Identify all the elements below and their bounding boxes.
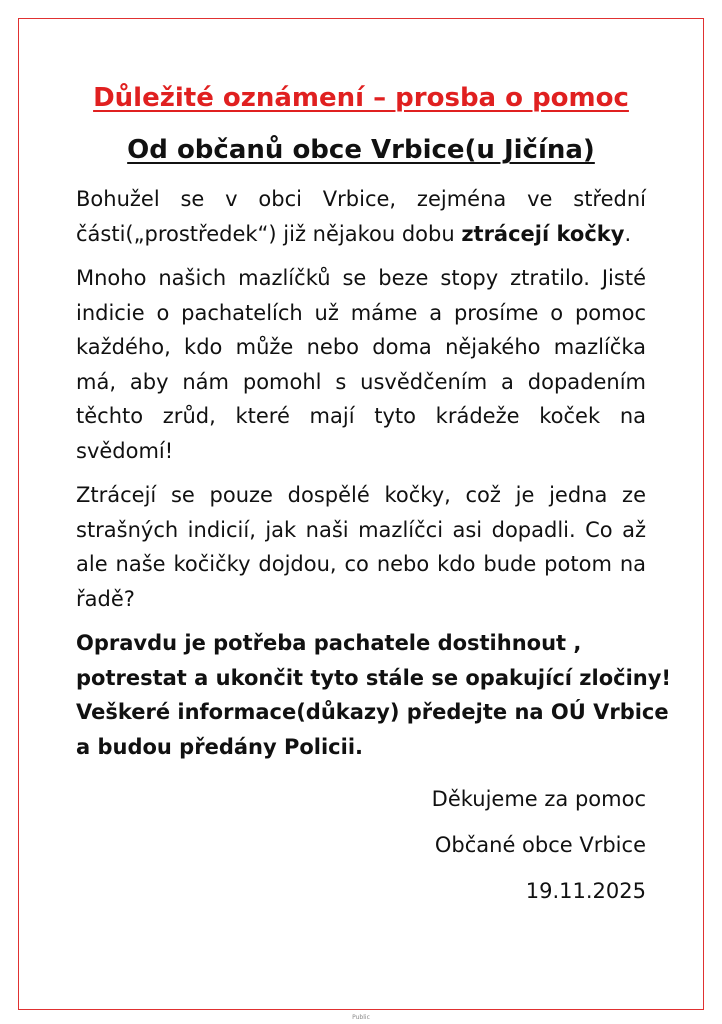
signature-author: Občané obce Vrbice <box>434 833 646 857</box>
notice-content <box>76 78 671 906</box>
paragraph-adult-cats: Ztrácejí se pouze dospělé kočky, což je jedna ze strašných indicií, jak naši mazlíčci asi dopadli. Co až ale naše kočičky dojdou, co nebo kdo bude potom na řadě? <box>76 483 646 611</box>
call-to-action-line: potrestat a ukončit tyto stále se opakující zločiny! <box>76 665 671 690</box>
call-to-action-line: Veškeré informace(důkazy) předejte na OÚ Vrbice <box>76 700 669 724</box>
call-to-action-line: Opravdu je potřeba pachatele dostihnout , <box>76 631 582 655</box>
paragraph-missing-pets: Mnoho našich mazlíčků se beze stopy ztratilo. Jisté indicie o pachatelích už máme a prosíme o pomoc každého, kdo může nebo doma nějakého mazlíčka má, aby nám pomohl s usvědčením a dopadením těchto zrůd, které mají tyto krádeže koček na svědomí! <box>76 266 646 463</box>
signature-thanks: Děkujeme za pomoc <box>431 787 646 811</box>
signature-date: 19.11.2025 <box>525 879 646 903</box>
paragraph-intro-text: Bohužel se v obci Vrbice, zejména ve střední části(„prostředek“) již nějakou dobu <box>76 187 646 246</box>
classification-label: Public <box>352 1014 370 1021</box>
notice-subtitle: Od občanů obce Vrbice(u Jičína) <box>127 135 595 165</box>
paragraph-intro-end: . <box>624 221 632 246</box>
notice-title: Důležité oznámení – prosba o pomoc <box>93 83 629 113</box>
call-to-action-line: a budou předány Policii. <box>76 734 364 759</box>
paragraph-intro <box>76 182 646 251</box>
paragraph-intro-bold: ztrácejí kočky <box>461 221 625 246</box>
paragraph-call-to-action <box>76 626 671 764</box>
